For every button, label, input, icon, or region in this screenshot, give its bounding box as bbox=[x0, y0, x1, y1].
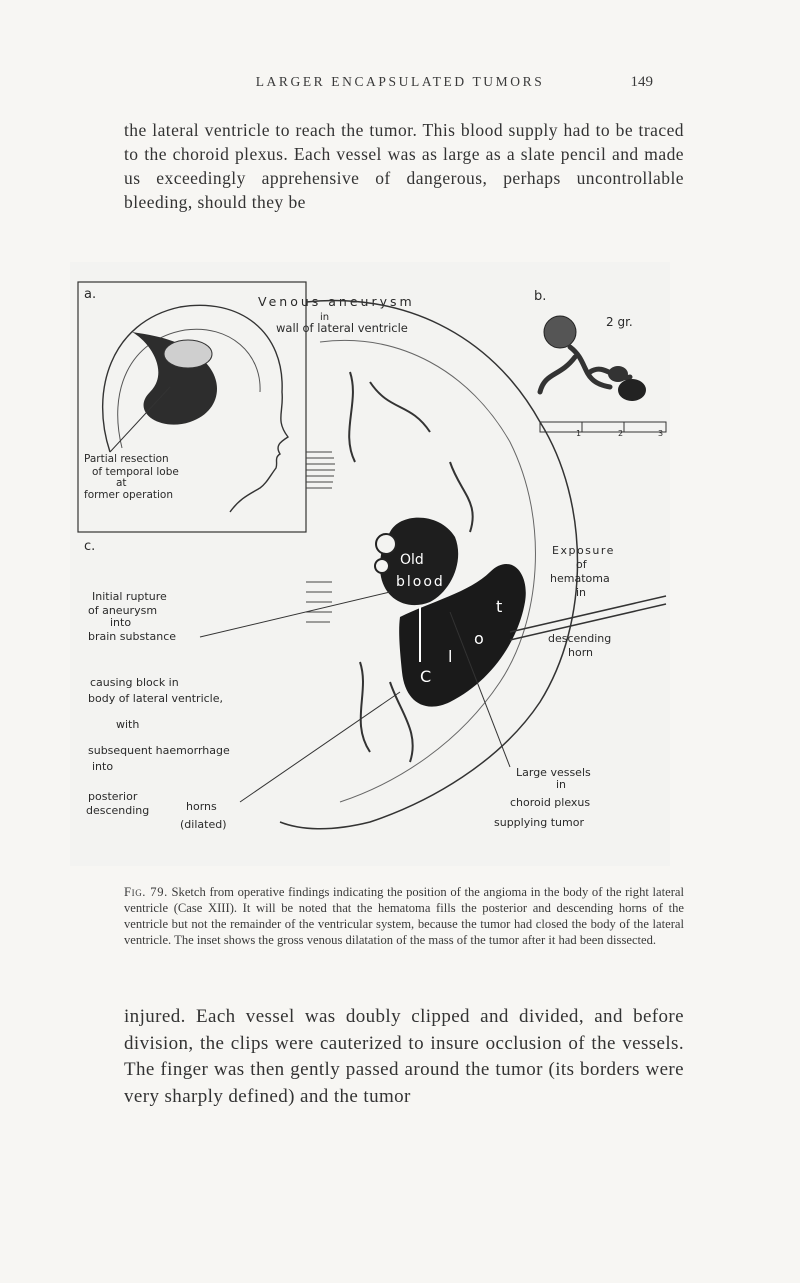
initial-rupture-label: Initial rupture of aneurysm into brain substance bbox=[88, 590, 177, 643]
large-vessels-label: Large vessels in choroid plexus supplying tumor bbox=[494, 766, 591, 829]
scale-bar bbox=[540, 422, 666, 438]
svg-text:3: 3 bbox=[658, 429, 664, 438]
panel-a-label: a. bbox=[84, 287, 97, 302]
in-wall-label: in bbox=[320, 312, 330, 323]
venous-aneurysm-label: Venous aneurysm bbox=[258, 294, 415, 309]
panel-c-label: c. bbox=[84, 539, 96, 554]
page-number: 149 bbox=[630, 74, 653, 90]
top-paragraph: the lateral ventricle to reach the tumor. This blood supply had to be traced to the choroid plexus. Each vessel was as large as a slate pencil and made us exceedingly apprehensive of dangerous, perhaps uncontrollable bleeding, should they be bbox=[124, 120, 684, 212]
clot-letter-o: o bbox=[474, 629, 484, 648]
descending-horn-label: descending horn bbox=[548, 632, 612, 659]
bottom-paragraph: injured. Each vessel was doubly clipped and divided, and before division, the clips were cauterized to insure occlusion of the vessels. The finger was then gently passed around the tumor (its borders were very sharply defined) and the tumor bbox=[124, 1006, 684, 1107]
svg-text:2: 2 bbox=[618, 429, 624, 438]
leader-horns bbox=[240, 692, 400, 802]
posterior-descending-label: posterior descending bbox=[86, 790, 150, 817]
clot-letter-l: l bbox=[448, 647, 453, 666]
clot-letter-c: C bbox=[420, 667, 432, 686]
panel-b-label: b. bbox=[534, 289, 547, 304]
figure-illustration bbox=[70, 262, 670, 866]
aneurysm-sac-small bbox=[375, 559, 389, 573]
causing-block-label: causing block in body of lateral ventricle, with subsequent haemorrhage into bbox=[88, 676, 230, 773]
running-title: LARGER ENCAPSULATED TUMORS bbox=[255, 74, 545, 89]
page-header bbox=[0, 74, 800, 98]
partial-resection-label: Partial resection of temporal lobe at former operation bbox=[84, 453, 179, 501]
inset-weight-label: 2 gr. bbox=[606, 315, 633, 329]
horns-dilated-label: horns (dilated) bbox=[180, 800, 227, 831]
wall-of-ventricle-label: wall of lateral ventricle bbox=[276, 321, 408, 335]
figure-caption bbox=[124, 884, 684, 948]
svg-text:1: 1 bbox=[576, 429, 582, 438]
leader-rupture bbox=[200, 592, 390, 637]
ventricle-highlight bbox=[164, 340, 212, 368]
figure-number: Fig. 79. bbox=[124, 885, 168, 899]
figure-79 bbox=[70, 262, 670, 866]
dura-lines bbox=[306, 452, 335, 622]
caption-text: Sketch from operative findings indicating the position of the angioma in the body of the right lateral ventricle (Case XIII). It will be noted that the hematoma fills the posterior and descending horns of the ventricle but not the remainder of the ventricular system, because the tumor had closed the body of the lateral ventricle. The inset shows the gross venous dilatation of the mass of the tumor after it had been dissected. bbox=[124, 885, 685, 947]
blood-label: blood bbox=[396, 574, 445, 590]
aneurysm-sac bbox=[376, 534, 396, 554]
old-label: Old bbox=[400, 552, 424, 568]
exposure-hematoma-label: Exposure of hematoma in bbox=[550, 544, 615, 599]
clot-letter-t: t bbox=[496, 597, 503, 616]
